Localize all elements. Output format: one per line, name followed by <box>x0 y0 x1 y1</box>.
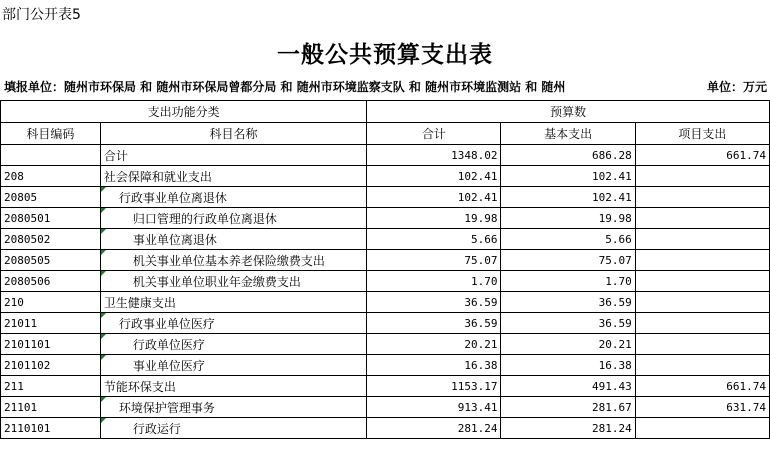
cell-project[interactable] <box>635 292 769 313</box>
cell-total[interactable]: 913.41 <box>367 397 501 418</box>
cell-project[interactable] <box>635 208 769 229</box>
header-project: 项目支出 <box>635 123 769 145</box>
header-budget: 预算数 <box>367 101 770 123</box>
cell-note-marker-icon <box>101 313 106 318</box>
cell-name[interactable] <box>100 166 366 187</box>
cell-code[interactable]: 2080502 <box>1 229 101 250</box>
table-row <box>1 250 770 271</box>
table-row <box>1 418 770 439</box>
cell-basic[interactable]: 491.43 <box>501 376 635 397</box>
cell-total[interactable]: 1153.17 <box>367 376 501 397</box>
cell-total[interactable]: 1.70 <box>367 271 501 292</box>
cell-project[interactable] <box>635 418 769 439</box>
table-row <box>1 229 770 250</box>
cell-name[interactable] <box>100 208 366 229</box>
cell-project[interactable] <box>635 355 769 376</box>
cell-basic[interactable]: 36.59 <box>501 292 635 313</box>
table-row <box>1 313 770 334</box>
cell-total[interactable]: 36.59 <box>367 313 501 334</box>
header-row-group <box>1 101 770 123</box>
header-total: 合计 <box>367 123 501 145</box>
cell-name[interactable] <box>100 397 366 418</box>
cell-code[interactable]: 21101 <box>1 397 101 418</box>
cell-code[interactable]: 208 <box>1 166 101 187</box>
cell-basic[interactable]: 686.28 <box>501 145 635 166</box>
cell-code[interactable]: 2101102 <box>1 355 101 376</box>
header-basic: 基本支出 <box>501 123 635 145</box>
cell-code[interactable]: 2080506 <box>1 271 101 292</box>
cell-project[interactable] <box>635 166 769 187</box>
cell-project[interactable] <box>635 271 769 292</box>
page-title: 一般公共预算支出表 <box>277 41 493 68</box>
cell-basic[interactable]: 1.70 <box>501 271 635 292</box>
cell-total[interactable]: 5.66 <box>367 229 501 250</box>
cell-basic[interactable]: 281.24 <box>501 418 635 439</box>
cell-name-text: 行政单位医疗 <box>132 337 205 352</box>
cell-project[interactable]: 661.74 <box>635 145 769 166</box>
table-row <box>1 166 770 187</box>
cell-code[interactable]: 2101101 <box>1 334 101 355</box>
cell-name-text: 节能环保支出 <box>103 379 176 394</box>
cell-project[interactable] <box>635 334 769 355</box>
sheet-corner-label: 部门公开表5 <box>2 7 81 23</box>
cell-basic[interactable]: 16.38 <box>501 355 635 376</box>
cell-note-marker-icon <box>101 250 106 255</box>
cell-note-marker-icon <box>101 208 106 213</box>
cell-name-text: 行政事业单位离退休 <box>118 190 227 205</box>
cell-name-text: 行政事业单位医疗 <box>118 316 215 331</box>
cell-project[interactable]: 631.74 <box>635 397 769 418</box>
cell-note-marker-icon <box>101 397 106 402</box>
cell-code[interactable]: 2080505 <box>1 250 101 271</box>
cell-name-text: 归口管理的行政单位离退休 <box>132 211 277 226</box>
table-row <box>1 397 770 418</box>
header-function-class: 支出功能分类 <box>1 101 367 123</box>
cell-total[interactable]: 281.24 <box>367 418 501 439</box>
cell-total[interactable]: 102.41 <box>367 166 501 187</box>
cell-name-text: 事业单位离退休 <box>132 232 217 247</box>
table-row <box>1 334 770 355</box>
cell-name[interactable] <box>100 313 366 334</box>
cell-name-text: 机关事业单位职业年金缴费支出 <box>132 274 301 289</box>
cell-name[interactable] <box>100 271 366 292</box>
cell-code[interactable]: 20805 <box>1 187 101 208</box>
cell-basic[interactable]: 102.41 <box>501 187 635 208</box>
cell-total[interactable]: 1348.02 <box>367 145 501 166</box>
budget-table <box>0 100 770 439</box>
cell-project[interactable] <box>635 229 769 250</box>
cell-name[interactable] <box>100 145 366 166</box>
table-row <box>1 376 770 397</box>
cell-name[interactable] <box>100 334 366 355</box>
cell-basic[interactable]: 102.41 <box>501 166 635 187</box>
header-name: 科目名称 <box>100 123 366 145</box>
cell-name-text: 机关事业单位基本养老保险缴费支出 <box>132 253 325 268</box>
table-row <box>1 145 770 166</box>
cell-note-marker-icon <box>101 187 106 192</box>
cell-basic[interactable]: 19.98 <box>501 208 635 229</box>
cell-code[interactable]: 210 <box>1 292 101 313</box>
table-row <box>1 271 770 292</box>
cell-basic[interactable]: 281.67 <box>501 397 635 418</box>
cell-code[interactable]: 2080501 <box>1 208 101 229</box>
cell-code[interactable]: 21011 <box>1 313 101 334</box>
cell-name[interactable] <box>100 355 366 376</box>
cell-name-text: 行政运行 <box>132 421 181 436</box>
cell-project[interactable]: 661.74 <box>635 376 769 397</box>
cell-total[interactable]: 16.38 <box>367 355 501 376</box>
cell-name-text: 事业单位医疗 <box>132 358 205 373</box>
header-code: 科目编码 <box>1 123 101 145</box>
cell-name-text: 合计 <box>103 148 128 163</box>
cell-name[interactable] <box>100 418 366 439</box>
cell-total[interactable]: 75.07 <box>367 250 501 271</box>
cell-project[interactable] <box>635 187 769 208</box>
cell-basic[interactable]: 36.59 <box>501 313 635 334</box>
header-row-columns <box>1 123 770 145</box>
cell-project[interactable] <box>635 250 769 271</box>
cell-basic[interactable]: 75.07 <box>501 250 635 271</box>
cell-note-marker-icon <box>101 271 106 276</box>
filling-unit-text: 填报单位：随州市环保局 和 随州市环保局曾都分局 和 随州市环境监察支队 和 随州市环境监测站 和 随州 <box>4 80 566 94</box>
cell-basic[interactable]: 20.21 <box>501 334 635 355</box>
cell-name[interactable] <box>100 250 366 271</box>
cell-note-marker-icon <box>101 418 106 423</box>
cell-total[interactable]: 36.59 <box>367 292 501 313</box>
cell-total[interactable]: 102.41 <box>367 187 501 208</box>
cell-name-text: 卫生健康支出 <box>103 295 176 310</box>
table-row <box>1 292 770 313</box>
cell-note-marker-icon <box>101 334 106 339</box>
cell-code[interactable] <box>1 145 101 166</box>
cell-name[interactable] <box>100 292 366 313</box>
cell-name[interactable] <box>100 376 366 397</box>
cell-name-text: 社会保障和就业支出 <box>103 169 212 184</box>
cell-code[interactable]: 2110101 <box>1 418 101 439</box>
cell-code[interactable]: 211 <box>1 376 101 397</box>
cell-total[interactable]: 20.21 <box>367 334 501 355</box>
cell-note-marker-icon <box>101 355 106 360</box>
cell-name[interactable] <box>100 229 366 250</box>
cell-name[interactable] <box>100 187 366 208</box>
cell-basic[interactable]: 5.66 <box>501 229 635 250</box>
unit-text: 单位：万元 <box>707 80 768 94</box>
cell-total[interactable]: 19.98 <box>367 208 501 229</box>
cell-project[interactable] <box>635 313 769 334</box>
table-row <box>1 355 770 376</box>
cell-note-marker-icon <box>101 229 106 234</box>
table-row <box>1 187 770 208</box>
cell-name-text: 环境保护管理事务 <box>118 400 215 415</box>
table-row <box>1 208 770 229</box>
